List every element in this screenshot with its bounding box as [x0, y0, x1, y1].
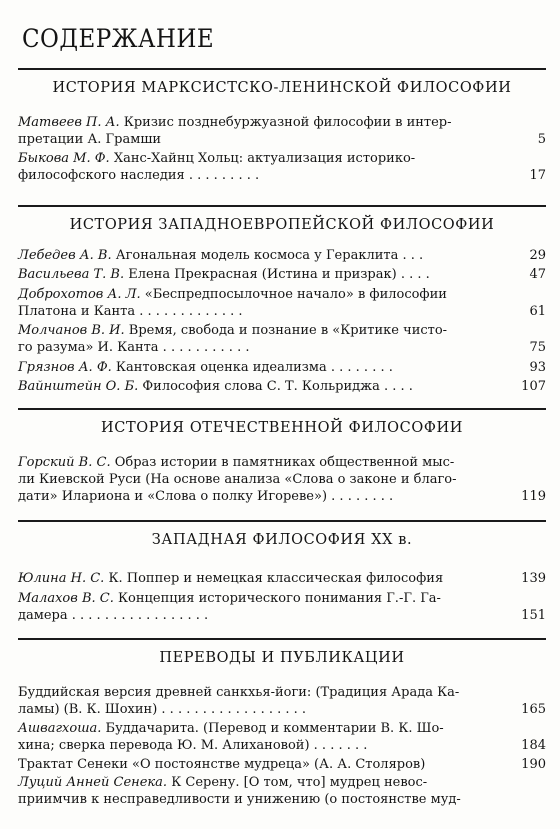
toc-entry[interactable]	[18, 774, 546, 808]
entry-title-line: дати» Илариона и «Слова о полку Игореве») . . . . . . . .	[18, 489, 394, 504]
section-heading: ПЕРЕВОДЫ И ПУБЛИКАЦИИ	[159, 650, 405, 666]
section-western-european	[18, 205, 546, 394]
entry-title-line: приимчив к несправедливости и унижению (о постоянстве муд-	[18, 792, 461, 807]
toc-entry[interactable]	[18, 114, 546, 148]
entry-title-line: го разума» И. Канта . . . . . . . . . . .	[18, 340, 250, 355]
entry-page-number: 61	[529, 304, 546, 319]
entry-title-line: Платона и Канта . . . . . . . . . . . . .	[18, 304, 243, 319]
entry-page-number: 47	[529, 267, 546, 282]
entry-title-line: Елена Прекрасная (Истина и призрак) . . . .	[128, 267, 430, 282]
toc-entry[interactable]	[18, 590, 546, 624]
toc-entry[interactable]	[18, 378, 546, 395]
section-heading: ИСТОРИЯ ЗАПАДНОЕВРОПЕЙСКОЙ ФИЛОСОФИИ	[69, 217, 495, 233]
entry-page-number: 75	[529, 340, 546, 355]
toc-entry[interactable]	[18, 720, 546, 754]
toc-entry[interactable]	[18, 756, 546, 773]
section-western-xx	[18, 520, 546, 623]
entry-author: Грязнов А. Ф.	[18, 360, 112, 375]
entry-title-line: Буддийская версия древней санкхья-йоги: (Традиция Арада Ка-	[18, 685, 460, 700]
entry-page-number: 151	[521, 608, 546, 623]
entry-title-line: претации А. Грамши	[18, 132, 162, 147]
entry-title-line: Буддачарита. (Перевод и комментарии В. К. Шо-	[105, 721, 444, 736]
section-heading: ИСТОРИЯ ОТЕЧЕСТВЕННОЙ ФИЛОСОФИИ	[101, 420, 463, 436]
entry-page-number: 190	[521, 757, 546, 772]
entry-author: Горский В. С.	[18, 455, 111, 470]
entry-author: Матвеев П. А.	[18, 115, 120, 130]
section-marxist-leninist	[18, 68, 546, 183]
page-title: СОДЕРЖАНИЕ	[22, 24, 215, 53]
entry-page-number: 119	[521, 489, 546, 504]
entry-title-line: Кризис позднебуржуазной философии в интер-	[123, 115, 452, 130]
entry-author: Доброхотов А. Л.	[18, 287, 141, 302]
entry-title-line: Ханс-Хайнц Хольц: актуализация историко-	[113, 151, 416, 166]
entry-title-line: хина; сверка перевода Ю. М. Алихановой) . . . . . . .	[18, 738, 368, 753]
entry-author: Лебедев А. В.	[18, 248, 112, 263]
section-heading: ИСТОРИЯ МАРКСИСТСКО-ЛЕНИНСКОЙ ФИЛОСОФИИ	[52, 80, 512, 96]
entry-title-line: Агональная модель космоса у Гераклита . . .	[115, 248, 424, 263]
entry-author: Молчанов В. И.	[18, 323, 125, 338]
toc-entry[interactable]	[18, 322, 546, 356]
toc-entry[interactable]	[18, 359, 546, 376]
entry-page-number: 184	[521, 738, 546, 753]
entry-author: Луций Анней Сенека.	[18, 775, 168, 790]
entry-title-line: К. Поппер и немецкая классическая философия	[108, 571, 444, 586]
entry-page-number: 29	[529, 248, 546, 263]
toc-entry[interactable]	[18, 570, 546, 587]
section-rule	[18, 638, 546, 640]
toc-entry[interactable]	[18, 286, 546, 320]
entry-title-line: Концепция исторического понимания Г.-Г. Га-	[117, 591, 441, 606]
section-rule	[18, 205, 546, 207]
toc-entry[interactable]	[18, 150, 546, 184]
entry-title-line: ли Киевской Руси (На основе анализа «Слова о законе и благо-	[18, 472, 457, 487]
toc-entry[interactable]	[18, 684, 546, 718]
entry-page-number: 165	[521, 702, 546, 717]
section-rule	[18, 68, 546, 70]
entry-author: Быкова М. Ф.	[18, 151, 110, 166]
section-rule	[18, 408, 546, 410]
entry-title-line: Трактат Сенеки «О постоянстве мудреца» (А. А. Столяров)	[18, 757, 426, 772]
entry-page-number: 17	[529, 168, 546, 183]
section-russian-philosophy	[18, 408, 546, 504]
section-translations	[18, 638, 546, 807]
entry-page-number: 5	[537, 132, 546, 147]
entry-title-line: ламы) (В. К. Шохин) . . . . . . . . . . . . . . . . . .	[18, 702, 307, 717]
entry-title-line: философского наследия . . . . . . . . .	[18, 168, 260, 183]
entry-page-number: 93	[529, 360, 546, 375]
entry-title-line: Кантовская оценка идеализма . . . . . . . .	[115, 360, 393, 375]
entry-title-line: Образ истории в памятниках общественной мыс-	[114, 455, 455, 470]
entry-author: Вайнштейн О. Б.	[18, 379, 139, 394]
toc-entry[interactable]	[18, 454, 546, 505]
entry-title-line: Философия слова С. Т. Кольриджа . . . .	[142, 379, 413, 394]
entry-page-number: 139	[521, 571, 546, 586]
entry-author: Малахов В. С.	[18, 591, 114, 606]
entry-author: Ашвагхоша.	[18, 721, 102, 736]
section-heading: ЗАПАДНАЯ ФИЛОСОФИЯ XX в.	[151, 532, 413, 548]
entry-title-line: К Серену. [О том, что] мудрец невос-	[171, 775, 428, 790]
entry-title-line: дамера . . . . . . . . . . . . . . . . .	[18, 608, 209, 623]
toc-entry[interactable]	[18, 266, 546, 283]
entry-author: Васильева Т. В.	[18, 267, 125, 282]
toc-entry[interactable]	[18, 247, 546, 264]
entry-title-line: «Беспредпосылочное начало» в философии	[144, 287, 447, 302]
entry-page-number: 107	[521, 379, 546, 394]
entry-author: Юлина Н. С.	[18, 571, 105, 586]
entry-title-line: Время, свобода и познание в «Критике чисто-	[128, 323, 448, 338]
section-rule	[18, 520, 546, 522]
